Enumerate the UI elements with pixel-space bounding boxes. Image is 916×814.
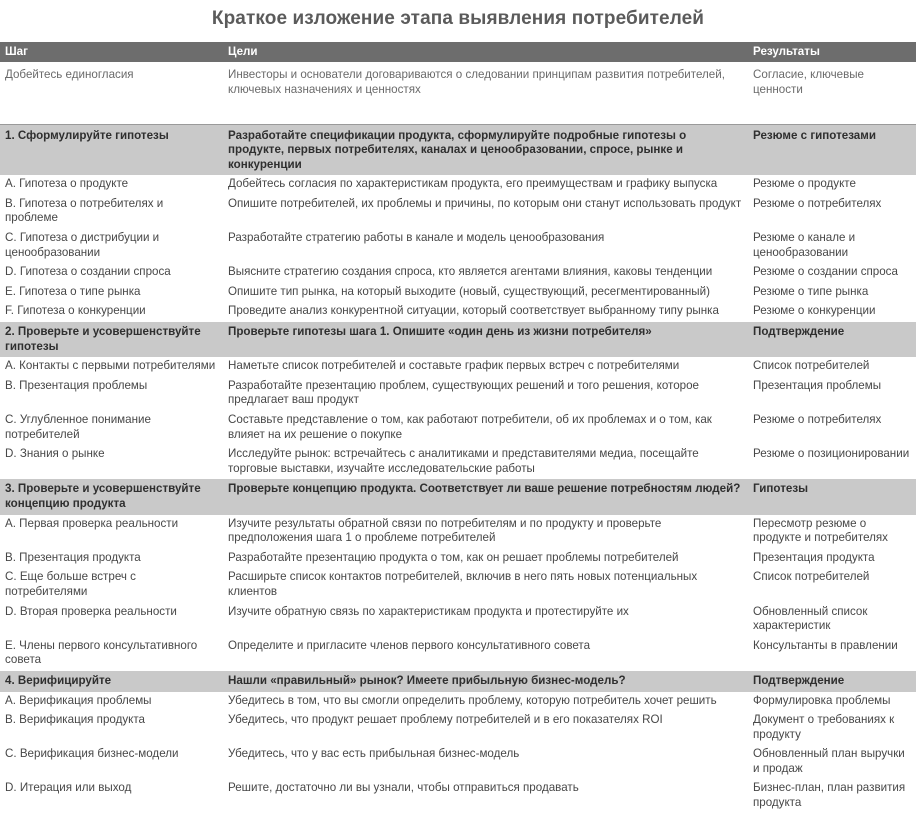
row-goals: Расширьте список контактов потребителей, включив в него пять новых потенциальных клиентов <box>228 570 698 598</box>
row-goals: Опишите потребителей, их проблемы и причины, по которым они станут использовать продукт <box>228 196 742 210</box>
row-results: Резюме о канале и ценообразовании <box>753 231 856 259</box>
table-row <box>0 195 916 229</box>
row-step: A. Контакты с первыми потребителями <box>5 359 216 373</box>
row-results: Документ о требованиях к продукту <box>753 713 895 741</box>
section-goals: Нашли «правильный» рынок? Имеете прибыльную бизнес-модель? <box>222 671 747 692</box>
table-row <box>0 549 916 569</box>
intro-step: Добейтесь единогласия <box>0 62 222 124</box>
table-row <box>0 692 916 712</box>
row-goals: Изучите результаты обратной связи по потребителям и по продукту и проверьте предположения шага 1 о проблеме потребителей <box>228 516 662 545</box>
row-results: Список потребителей <box>753 359 870 373</box>
section-row <box>0 124 916 175</box>
table-row <box>0 745 916 779</box>
section-step: 2. Проверьте и усовершенствуйте гипотезы <box>0 322 222 357</box>
header-results: Результаты <box>747 42 916 62</box>
row-goals: Изучите обратную связь по характеристикам продукта и протестируйте их <box>228 604 629 618</box>
section-row <box>0 322 916 357</box>
table-row <box>0 377 916 411</box>
row-step: A. Гипотеза о продукте <box>5 177 129 191</box>
table-row <box>0 263 916 283</box>
row-results: Формулировка проблемы <box>753 693 891 707</box>
section-step: 4. Верифицируйте <box>0 671 222 692</box>
row-step: C. Верификация бизнес-модели <box>5 747 179 761</box>
intro-results: Согласие, ключевые ценности <box>747 62 916 124</box>
section-row <box>0 479 916 514</box>
row-step: C. Гипотеза о дистрибуции и ценообразовании <box>5 231 160 259</box>
row-goals: Составьте представление о том, как работают потребители, об их проблемах и о том, как влияет на их решение о покупке <box>228 413 712 441</box>
row-results: Резюме о потребителях <box>753 413 882 426</box>
section-row <box>0 671 916 692</box>
section-goals: Разработайте спецификации продукта, сформулируйте подробные гипотезы о продукте, первых потребителях, каналах и ценообразовании, спросе, рынке и конкуренции <box>222 124 747 175</box>
table-row <box>0 711 916 745</box>
table-row <box>0 515 916 549</box>
table-row <box>0 283 916 303</box>
row-results: Пересмотр резюме о продукте и потребителях <box>753 516 888 545</box>
row-step: B. Гипотеза о потребителях и проблеме <box>5 196 164 225</box>
row-step: E. Члены первого консультативного совета <box>5 638 198 667</box>
row-step: B. Презентация проблемы <box>5 378 148 392</box>
page-title: Краткое изложение этапа выявления потребителей <box>211 8 705 29</box>
intro-row <box>0 62 916 124</box>
row-goals: Исследуйте рынок: встречайтесь с аналитиками и представителями медиа, посещайте торговые выставки, изучайте исследовательские работы <box>228 447 699 475</box>
row-goals: Разработайте презентацию проблем, существующих решений и того решения, которое предлагает ваш продукт <box>228 378 699 407</box>
section-goals: Проверьте концепцию продукта. Соответствует ли ваше решение потребностям людей? <box>222 479 747 514</box>
row-step: F. Гипотеза о конкуренции <box>5 304 146 318</box>
row-results: Обновленный список характеристик <box>753 604 868 633</box>
row-results: Резюме о продукте <box>753 177 856 191</box>
row-step: E. Гипотеза о типе рынка <box>5 284 141 298</box>
table-row <box>0 175 916 195</box>
row-results: Консультанты в правлении <box>753 638 898 652</box>
row-goals: Добейтесь согласия по характеристикам продукта, его преимуществам и графику выпуска <box>228 177 718 191</box>
table-header-row <box>0 42 916 62</box>
table-row <box>0 357 916 377</box>
row-results: Резюме о позиционировании <box>753 447 910 461</box>
summary-table <box>0 42 916 814</box>
row-step: A. Верификация проблемы <box>5 693 152 707</box>
row-results: Презентация проблемы <box>753 378 882 392</box>
row-step: B. Презентация продукта <box>5 550 141 564</box>
header-step: Шаг <box>0 42 222 62</box>
row-results: Презентация продукта <box>753 550 875 564</box>
intro-goals: Инвесторы и основатели договариваются о следовании принципам развития потребителей, ключевых назначениях и ценностях <box>222 62 747 124</box>
row-results: Обновленный план выручки и продаж <box>753 747 905 775</box>
row-goals: Разработайте презентацию продукта о том, как он решает проблемы потребителей <box>228 550 679 564</box>
row-step: D. Знания о рынке <box>5 447 105 461</box>
section-results: Гипотезы <box>747 479 916 514</box>
section-step: 3. Проверьте и усовершенствуйте концепцию продукта <box>0 479 222 514</box>
row-step: C. Еще больше встреч с потребителями <box>5 570 136 598</box>
table-row <box>0 302 916 322</box>
row-results: Резюме о типе рынка <box>753 284 869 298</box>
section-results: Подтверждение <box>747 671 916 692</box>
table-row <box>0 779 916 813</box>
table-row <box>0 603 916 637</box>
row-step: D. Гипотеза о создании спроса <box>5 265 171 279</box>
row-results: Список потребителей <box>753 570 870 584</box>
table-row <box>0 229 916 263</box>
section-goals: Проверьте гипотезы шага 1. Опишите «один день из жизни потребителя» <box>222 322 747 357</box>
table-body <box>0 62 916 814</box>
row-goals: Проведите анализ конкурентной ситуации, который соответствует выбранному типу рынка <box>228 304 719 318</box>
row-step: D. Вторая проверка реальности <box>5 604 177 618</box>
row-goals: Убедитесь в том, что вы смогли определить проблему, которую потребитель хочет решить <box>228 693 717 707</box>
section-results: Подтверждение <box>747 322 916 357</box>
row-goals: Разработайте стратегию работы в канале и модель ценообразования <box>228 231 605 245</box>
row-results: Резюме о создании спроса <box>753 265 898 279</box>
row-goals: Выясните стратегию создания спроса, кто является агентами влияния, каковы тенденции <box>228 265 713 279</box>
row-goals: Убедитесь, что продукт решает проблему потребителей и в его показателях ROI <box>228 713 663 727</box>
table-row <box>0 445 916 479</box>
row-results: Резюме о конкуренции <box>753 304 876 318</box>
table-row <box>0 568 916 602</box>
table-row <box>0 411 916 445</box>
section-results: Резюме с гипотезами <box>747 124 916 175</box>
row-goals: Решите, достаточно ли вы узнали, чтобы отправиться продавать <box>228 781 579 795</box>
row-goals: Убедитесь, что у вас есть прибыльная бизнес-модель <box>228 747 520 761</box>
header-goals: Цели <box>222 42 747 62</box>
row-step: C. Углубленное понимание потребителей <box>5 413 151 441</box>
row-results: Бизнес-план, план развития продукта <box>753 781 906 810</box>
row-step: D. Итерация или выход <box>5 781 132 795</box>
row-step: B. Верификация продукта <box>5 713 145 727</box>
section-step: 1. Сформулируйте гипотезы <box>0 124 222 175</box>
table-row <box>0 637 916 671</box>
row-goals: Опишите тип рынка, на который выходите (новый, существующий, ресегментированный) <box>228 284 710 298</box>
row-results: Резюме о потребителях <box>753 196 882 210</box>
row-step: A. Первая проверка реальности <box>5 516 179 530</box>
row-goals: Определите и пригласите членов первого консультативного совета <box>228 638 591 652</box>
row-goals: Наметьте список потребителей и составьте график первых встреч с потребителями <box>228 359 680 373</box>
